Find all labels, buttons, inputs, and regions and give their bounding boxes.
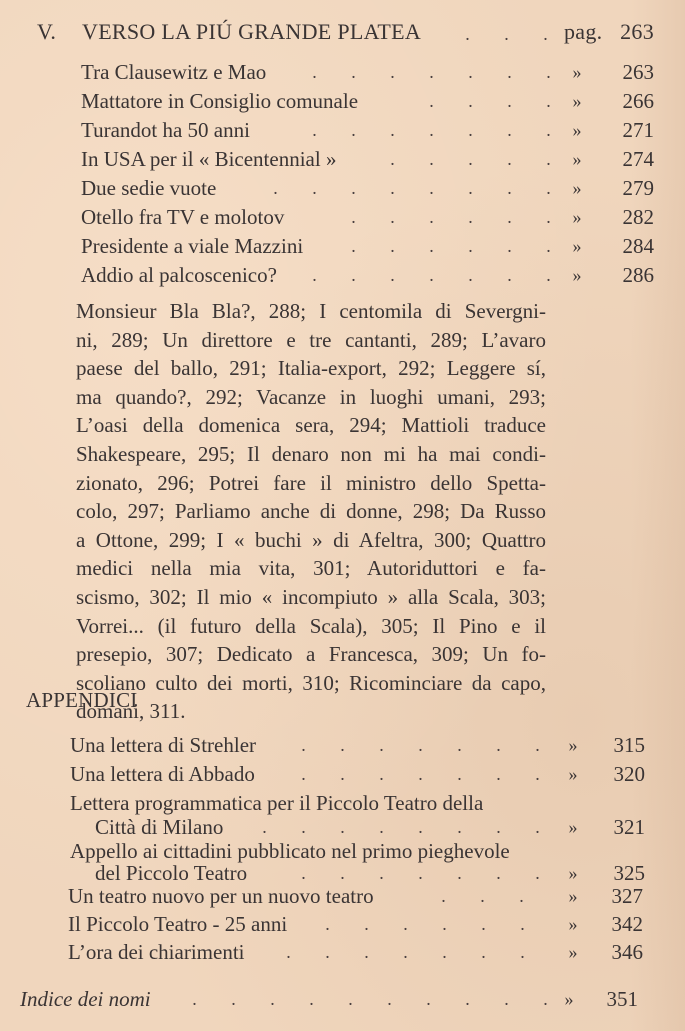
entry-page-number: 342 (611, 912, 643, 936)
ditto-mark: » (568, 942, 578, 962)
chapter-page-label: pag. (564, 19, 603, 44)
entry-title: In USA per il « Bicentennial » (81, 147, 337, 171)
entry-page-number: 320 (613, 762, 645, 786)
ditto-mark: » (572, 62, 582, 82)
paragraph-line: a Ottone, 299; I « buchi » di Afeltra, 300; Quattro (76, 527, 546, 552)
entry-title: Addio al palcoscenico? (81, 263, 277, 287)
entry-title: Appello ai cittadini pubblicato nel primo pieghevole (70, 839, 510, 863)
entry-page-number: 286 (622, 263, 654, 287)
ditto-mark: » (568, 764, 578, 784)
leader-dots: . . . . (429, 91, 551, 111)
paragraph-line: Shakespeare, 295; Il denaro non mi ha mai condi- (76, 441, 546, 466)
paragraph-line: ni, 289; Un direttore e tre cantanti, 289; L’avaro (76, 327, 546, 352)
entry-page-number: 274 (622, 147, 654, 171)
entry-page-number: 284 (622, 234, 654, 258)
entry-title: Otello fra TV e molotov (81, 205, 285, 229)
leader-dots: . . . . . . . . (273, 178, 551, 198)
leader-dots: . . . . . . (351, 207, 551, 227)
entry-title: Il Piccolo Teatro - 25 anni (68, 912, 288, 936)
leader-dots: . . . . . . . (312, 62, 551, 82)
entry-title: Due sedie vuote (81, 176, 217, 200)
leader-dots: . . . . . . (325, 914, 525, 934)
leader-dots: . . . . . . . (312, 120, 551, 140)
paragraph-line: zionato, 296; Potrei fare il ministro dello Spetta- (76, 470, 546, 495)
entry-title: Presidente a viale Mazzini (81, 234, 304, 258)
entry-page-number: 321 (613, 815, 645, 839)
ditto-mark: » (572, 120, 582, 140)
chapter-numeral: V. (37, 19, 57, 44)
leader-dots: . . . . . . . (301, 735, 540, 755)
entry-title: Tra Clausewitz e Mao (81, 60, 267, 84)
paragraph-line: ma quando?, 292; Vacanze in luoghi umani, 293; (76, 384, 546, 409)
leader-dots: . . . (441, 886, 524, 906)
chapter-page-number: 263 (620, 19, 654, 44)
entry-title: Lettera programmatica per il Piccolo Teatro della (70, 791, 484, 815)
ditto-mark: » (568, 863, 578, 883)
paragraph-line: domani, 311. (76, 699, 186, 724)
paragraph-line: paese del ballo, 291; Italia-export, 292; Leggere sí, (76, 356, 546, 381)
ditto-mark: » (572, 236, 582, 256)
entry-title: Turandot ha 50 anni (81, 118, 250, 142)
leader-dots: . . . (465, 24, 548, 44)
index-title: Indice dei nomi (20, 987, 151, 1011)
entry-title-continuation: Città di Milano (95, 815, 224, 839)
leader-dots: . . . . . . . . . . (192, 989, 548, 1009)
paragraph-line: presepio, 307; Dedicato a Francesca, 309; Un fo- (76, 642, 546, 667)
ditto-mark: » (568, 735, 578, 755)
index-page-number: 351 (606, 987, 638, 1011)
paragraph-line: scoliano culto dei morti, 310; Ricominciare da capo, (76, 670, 546, 695)
ditto-mark: » (568, 817, 578, 837)
entry-page-number: 315 (613, 733, 645, 757)
ditto-mark: » (568, 886, 578, 906)
entry-page-number: 327 (611, 884, 643, 908)
leader-dots: . . . . . . . (286, 942, 525, 962)
leader-dots: . . . . . (390, 149, 551, 169)
paragraph-line: Vorrei... (il futuro della Scala), 305; Il Pino e il (76, 613, 546, 638)
ditto-mark: » (572, 149, 582, 169)
entry-page-number: 282 (622, 205, 654, 229)
entry-page-number: 271 (622, 118, 654, 142)
paragraph-line: L’oasi della domenica sera, 294; Mattioli traduce (76, 413, 546, 438)
ditto-mark: » (572, 178, 582, 198)
leader-dots: . . . . . . . (301, 764, 540, 784)
paragraph-line: medici nella mia vita, 301; Autoriduttori e fa- (76, 556, 546, 581)
entry-title: Mattatore in Consiglio comunale (81, 89, 359, 113)
entry-title-continuation: del Piccolo Teatro (95, 861, 248, 885)
paragraph-line: scismo, 302; Il mio « incompiuto » alla Scala, 303; (76, 584, 546, 609)
entry-page-number: 279 (622, 176, 654, 200)
entry-title: Una lettera di Strehler (70, 733, 257, 757)
entry-title: L’ora dei chiarimenti (68, 940, 245, 964)
leader-dots: . . . . . . . (312, 265, 551, 285)
entry-title: Una lettera di Abbado (70, 762, 255, 786)
paragraph-line: Monsieur Bla Bla?, 288; I centomila di Severgni- (76, 299, 546, 323)
leader-dots: . . . . . . . . (262, 817, 540, 837)
ditto-mark: » (572, 91, 582, 111)
entry-page-number: 346 (611, 940, 643, 964)
appendix-heading: APPENDICI (26, 688, 138, 712)
entry-title: Un teatro nuovo per un nuovo teatro (68, 884, 374, 908)
paragraph-line: colo, 297; Parliamo anche di donne, 298; Da Russo (76, 499, 546, 524)
ditto-mark: » (572, 207, 582, 227)
entry-page-number: 325 (613, 861, 645, 885)
chapter-title: VERSO LA PIÚ GRANDE PLATEA (82, 19, 422, 44)
run-in-entries-paragraph (76, 297, 546, 726)
ditto-mark: » (572, 265, 582, 285)
leader-dots: . . . . . . (351, 236, 551, 256)
entry-page-number: 266 (622, 89, 654, 113)
ditto-mark: » (568, 914, 578, 934)
entry-page-number: 263 (622, 60, 654, 84)
ditto-mark: » (564, 989, 574, 1009)
leader-dots: . . . . . . . (301, 863, 540, 883)
